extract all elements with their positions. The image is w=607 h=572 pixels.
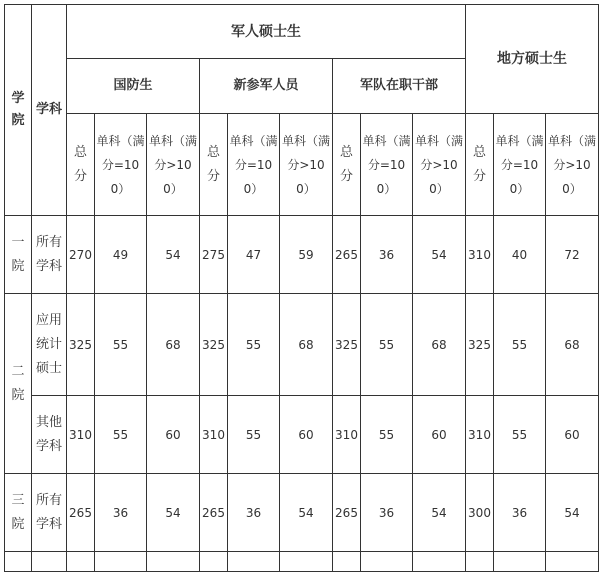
value-cell: 59 [280,216,333,294]
value-cell: 60 [147,396,200,474]
value-cell: 265 [200,474,228,552]
value-cell: 55 [494,294,546,396]
value-cell: 54 [147,216,200,294]
table-row [5,396,599,474]
value-cell: 55 [95,294,147,396]
value-cell: 60 [280,396,333,474]
subject-header: 学科 [32,5,67,216]
group-header-zaizhi: 军队在职干部 [333,59,466,114]
value-cell: 325 [333,294,361,396]
value-cell: 265 [67,474,95,552]
value-cell: 54 [546,474,599,552]
value-cell: 55 [228,396,280,474]
group-header-guofang: 国防生 [67,59,200,114]
subject-cell: 所有学科 [32,216,67,294]
value-cell: 54 [280,474,333,552]
single-gt-header: 单科（满分>100） [413,114,466,216]
value-cell: 60 [413,396,466,474]
value-cell: 68 [413,294,466,396]
value-cell: 68 [280,294,333,396]
group-header-xincanjun: 新参军人员 [200,59,333,114]
total-header: 总分 [67,114,95,216]
single-gt-header: 单科（满分>100） [546,114,599,216]
value-cell: 310 [67,396,95,474]
value-cell: 68 [546,294,599,396]
value-cell: 265 [333,216,361,294]
value-cell: 40 [494,216,546,294]
value-cell: 54 [413,474,466,552]
table-row [5,216,599,294]
college-cell: 三院 [5,474,32,552]
value-cell: 55 [228,294,280,396]
value-cell: 275 [200,216,228,294]
college-cell: 一院 [5,216,32,294]
value-cell: 265 [333,474,361,552]
value-cell: 60 [546,396,599,474]
total-header: 总分 [466,114,494,216]
value-cell: 36 [361,474,413,552]
subheader-row [5,114,599,216]
value-cell: 55 [494,396,546,474]
value-cell: 36 [494,474,546,552]
value-cell: 72 [546,216,599,294]
local-header: 地方硕士生 [466,5,599,114]
value-cell: 325 [200,294,228,396]
military-header: 军人硕士生 [67,5,466,59]
single-eq-header: 单科（满分=100） [228,114,280,216]
table-row [5,474,599,552]
single-gt-header: 单科（满分>100） [147,114,200,216]
table-row [5,294,599,396]
single-gt-header: 单科（满分>100） [280,114,333,216]
value-cell: 310 [466,396,494,474]
subject-cell: 其他学科 [32,396,67,474]
value-cell: 49 [95,216,147,294]
value-cell: 36 [95,474,147,552]
value-cell: 55 [361,294,413,396]
value-cell: 310 [466,216,494,294]
subject-cell: 应用统计硕士 [32,294,67,396]
score-table [4,4,599,572]
total-header: 总分 [333,114,361,216]
value-cell: 47 [228,216,280,294]
single-eq-header: 单科（满分=100） [95,114,147,216]
value-cell: 310 [333,396,361,474]
value-cell: 270 [67,216,95,294]
value-cell: 325 [466,294,494,396]
subject-cell: 所有学科 [32,474,67,552]
value-cell: 325 [67,294,95,396]
value-cell: 36 [228,474,280,552]
value-cell: 68 [147,294,200,396]
value-cell: 300 [466,474,494,552]
value-cell: 36 [361,216,413,294]
college-header: 学院 [5,5,32,216]
value-cell: 54 [147,474,200,552]
value-cell: 310 [200,396,228,474]
value-cell: 55 [361,396,413,474]
value-cell: 55 [95,396,147,474]
total-header: 总分 [200,114,228,216]
value-cell: 54 [413,216,466,294]
table-row-partial [5,552,599,572]
single-eq-header: 单科（满分=100） [494,114,546,216]
college-cell: 二院 [5,294,32,474]
single-eq-header: 单科（满分=100） [361,114,413,216]
